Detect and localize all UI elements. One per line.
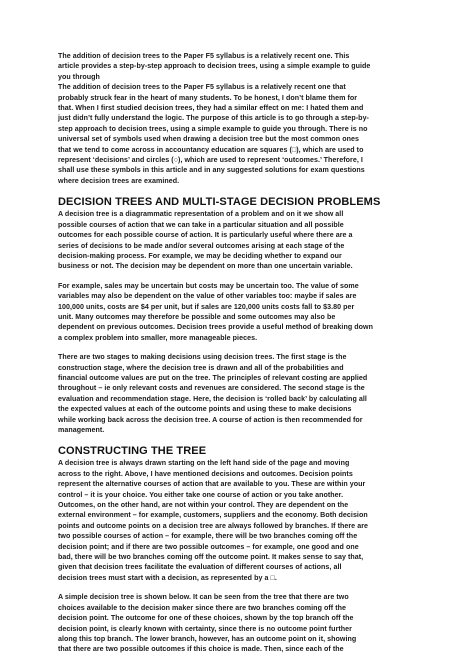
intro-paragraph: The addition of decision trees to the Paper F5 syllabus is a relatively recent one. This article provides a step-by-step approach to decision trees, using a simple example to guide you through The addition of decision trees to the Paper F5 syllabus is a relatively recent one that probably struck fear in the heart of many students. To be honest, I don’t blame them for that. When I first studied decision trees, they had a similar effect on me: I hated them and just didn’t fully understand the logic. The purpose of this article is to go through a step-by- step approach to decision trees, using a simple example to guide you through. There is no universal set of symbols used when drawing a decision tree but the most common ones that we tend to come across in accountancy education are squares (□), which are used to represent ‘decisions’ and circles (○), which are used to represent ‘outcomes.’ Therefore, I shall use these symbols in this article and in any suggested solutions for exam questions where decision trees are examined. [58,52,371,185]
section-heading-decision-trees: DECISION TREES AND MULTI-STAGE DECISION PROBLEMS [58,196,381,209]
section1-paragraph-2: For example, sales may be uncertain but costs may be uncertain too. The value of some variables may also be dependent on the value of other variables too: maybe if sales are 100,000 units, costs are $4 per unit, but if sales are 120,000 units costs fall to $3.80 per unit. Many outcomes may therefore be possible and some outcomes may also be dependent on previous outcomes. Decision trees provide a useful method of breaking down a complex problem into smaller, more manageable pieces. [58,281,373,342]
section1-paragraph-3: There are two stages to making decisions using decision trees. The first stage is the construction stage, where the decision tree is drawn and all of the probabilities and financial outcome values are put on the tree. The principles of relevant costing are applied throughout – ie only relevant costs and revenues are considered. The second stage is the evaluation and recommendation stage. Here, the decision is ‘rolled back’ by calculating all the expected values at each of the outcome points and using these to make decisions while working back across the decision tree. A course of action is then recommended for management. [58,353,368,434]
section-heading-constructing: CONSTRUCTING THE TREE [58,445,207,458]
section1-paragraph-1: A decision tree is a diagrammatic representation of a problem and on it we show all possible courses of action that we can take in a particular situation and all possible outcomes for each possible course of action. It is particularly useful where there are a series of decisions to be made and/or several outcomes arising at each stage of the decision-making process. For example, we may be deciding whether to expand our business or not. The decision may be dependent on more than one uncertain variable. [58,210,353,271]
section2-paragraph-1: A decision tree is always drawn starting on the left hand side of the page and moving across to the right. Above, I have mentioned decisions and outcomes. Decision points represent the alternative courses of action that are available to you. These are within your control – it is your choice. You either take one course of action or you take another. Outcomes, on the other hand, are not within your control. They are dependent on the external environment – for example, customers, suppliers and the economy. Both decision points and outcome points on a decision tree are always followed by branches. If there are two possible courses of action – for example, there will be two branches coming off the decision point; and if there are two possible outcomes – for example, one good and one bad, there will be two branches coming off the outcome point. It makes sense to say that, given that decision trees facilitate the evaluation of different courses of actions, all decision trees must start with a decision, as represented by a □. [58,459,368,582]
section2-paragraph-2: A simple decision tree is shown below. It can be seen from the tree that there are two choices available to the decision maker since there are two branches coming off the decision point. The outcome for one of these choices, shown by the top branch off the decision point, is clearly known with certainty, since there is no outcome point further along this top branch. The lower branch, however, has an outcome point on it, showing that there are two possible outcomes if this choice is made. Then, since each of the [58,593,357,654]
